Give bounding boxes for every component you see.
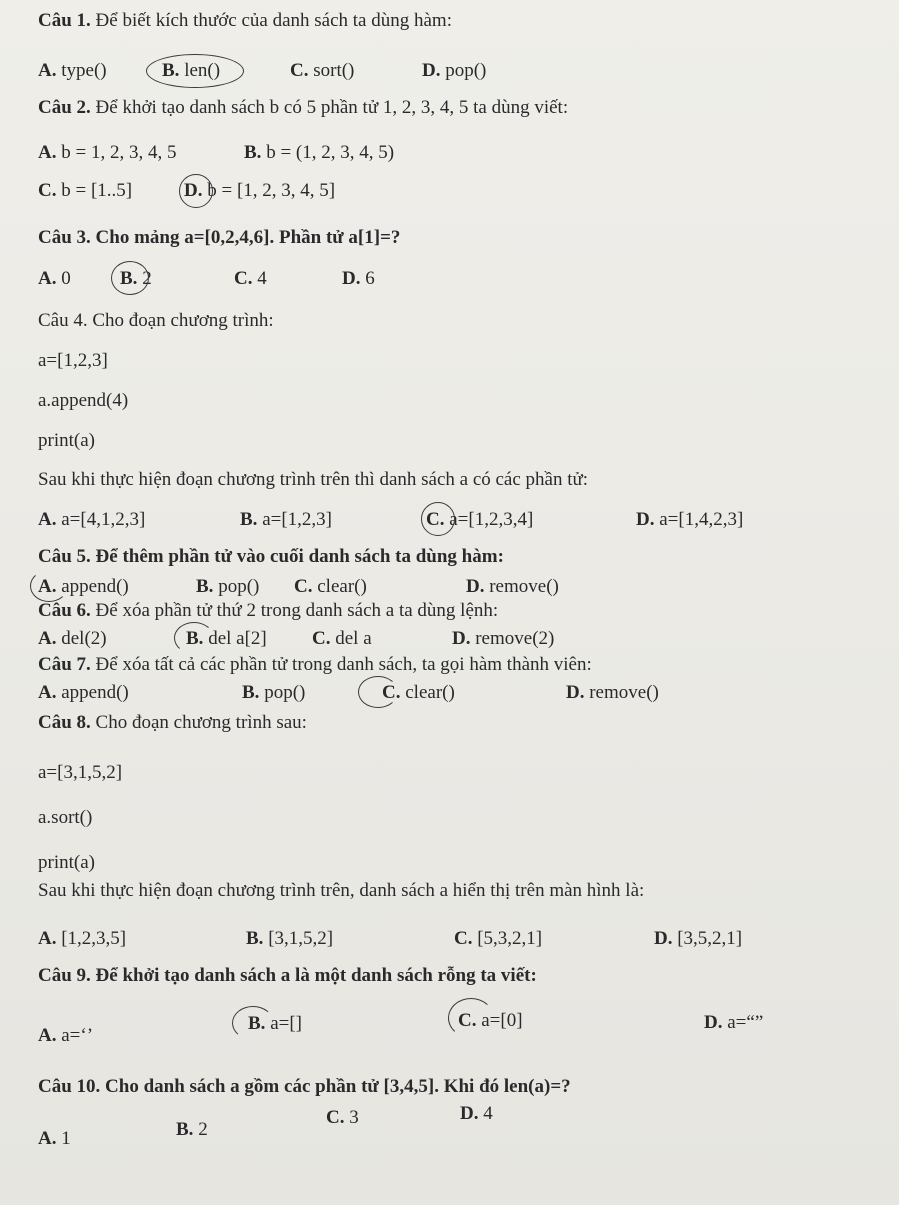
q7-option-b[interactable]: B. pop() xyxy=(242,682,306,703)
q3-option-a[interactable]: A. 0 xyxy=(38,268,71,289)
q8-option-a[interactable]: A. [1,2,3,5] xyxy=(38,928,127,949)
q7-option-d[interactable]: D. remove() xyxy=(566,682,659,703)
q8-after-text: Sau khi thực hiện đoạn chương trình trên, danh sách a hiển thị trên màn hình là: xyxy=(38,880,645,901)
q5-option-a[interactable]: A. append() xyxy=(38,576,129,597)
q5-option-c[interactable]: C. clear() xyxy=(294,576,367,597)
question-1-label: Câu 1. xyxy=(38,10,91,31)
q4-code-line-1: a=[1,2,3] xyxy=(38,350,108,371)
q9-option-d[interactable]: D. a=“” xyxy=(704,1012,764,1033)
q8-option-c[interactable]: C. [5,3,2,1] xyxy=(454,928,543,949)
q8-option-d[interactable]: D. [3,5,2,1] xyxy=(654,928,743,949)
question-6: Câu 6. Để xóa phần tử thứ 2 trong danh sách a ta dùng lệnh: xyxy=(38,600,499,621)
q6-option-a[interactable]: A. del(2) xyxy=(38,628,107,649)
q4-option-c[interactable]: C. a=[1,2,3,4] xyxy=(426,509,534,530)
q10-option-c[interactable]: C. 3 xyxy=(326,1107,359,1128)
q2-option-b[interactable]: B. b = (1, 2, 3, 4, 5) xyxy=(244,142,395,163)
q1-option-c[interactable]: C. sort() xyxy=(290,60,355,81)
q1-option-d[interactable]: D. pop() xyxy=(422,60,487,81)
q6-option-b[interactable]: B. del a[2] xyxy=(186,628,267,649)
q10-option-b[interactable]: B. 2 xyxy=(176,1119,208,1140)
q9-option-b[interactable]: B. a=[] xyxy=(248,1013,302,1034)
q5-option-b[interactable]: B. pop() xyxy=(196,576,260,597)
q5-option-d[interactable]: D. remove() xyxy=(466,576,559,597)
q4-code-line-2: a.append(4) xyxy=(38,390,129,411)
q8-code-line-1: a=[3,1,5,2] xyxy=(38,762,123,783)
question-1-stem: Để biết kích thước của danh sách ta dùng hàm: xyxy=(95,10,452,31)
q8-code-line-3: print(a) xyxy=(38,852,95,873)
q10-option-a[interactable]: A. 1 xyxy=(38,1128,71,1149)
q6-option-c[interactable]: C. del a xyxy=(312,628,372,649)
q3-option-c[interactable]: C. 4 xyxy=(234,268,267,289)
q7-option-c[interactable]: C. clear() xyxy=(382,682,455,703)
q4-option-d[interactable]: D. a=[1,4,2,3] xyxy=(636,509,744,530)
q4-option-b[interactable]: B. a=[1,2,3] xyxy=(240,509,332,530)
question-7: Câu 7. Để xóa tất cả các phần tử trong danh sách, ta gọi hàm thành viên: xyxy=(38,654,592,675)
q4-code-line-3: print(a) xyxy=(38,430,95,451)
q2-option-a[interactable]: A. b = 1, 2, 3, 4, 5 xyxy=(38,142,177,163)
q2-option-c[interactable]: C. b = [1..5] xyxy=(38,180,133,201)
q1-option-b[interactable]: B. len() xyxy=(162,60,221,81)
question-5: Câu 5. Để thêm phần tử vào cuối danh sách ta dùng hàm: xyxy=(38,546,504,567)
q2-option-d[interactable]: D. b = [1, 2, 3, 4, 5] xyxy=(184,180,336,201)
q1-option-a[interactable]: A. type() xyxy=(38,60,107,81)
q9-option-c[interactable]: C. a=[0] xyxy=(458,1010,523,1031)
q8-code-line-2: a.sort() xyxy=(38,807,93,828)
q9-option-a[interactable]: A. a=‘’ xyxy=(38,1025,94,1046)
question-2: Câu 2. Để khởi tạo danh sách b có 5 phần tử 1, 2, 3, 4, 5 ta dùng viết: xyxy=(38,97,569,118)
question-3: Câu 3. Cho mảng a=[0,2,4,6]. Phần tử a[1]=? xyxy=(38,227,401,248)
question-10: Câu 10. Cho danh sách a gồm các phần tử [3,4,5]. Khi đó len(a)=? xyxy=(38,1076,571,1097)
q7-option-a[interactable]: A. append() xyxy=(38,682,129,703)
q3-option-d[interactable]: D. 6 xyxy=(342,268,375,289)
q4-after-text: Sau khi thực hiện đoạn chương trình trên thì danh sách a có các phần tử: xyxy=(38,469,589,490)
question-1 xyxy=(38,10,452,32)
q4-option-a[interactable]: A. a=[4,1,2,3] xyxy=(38,509,146,530)
question-9: Câu 9. Để khởi tạo danh sách a là một danh sách rỗng ta viết: xyxy=(38,965,537,986)
q6-option-d[interactable]: D. remove(2) xyxy=(452,628,555,649)
q8-option-b[interactable]: B. [3,1,5,2] xyxy=(246,928,334,949)
q10-option-d[interactable]: D. 4 xyxy=(460,1103,493,1124)
q3-option-b[interactable]: B. 2 xyxy=(120,268,152,289)
question-4: Câu 4. Cho đoạn chương trình: xyxy=(38,310,274,331)
question-8: Câu 8. Cho đoạn chương trình sau: xyxy=(38,712,307,733)
